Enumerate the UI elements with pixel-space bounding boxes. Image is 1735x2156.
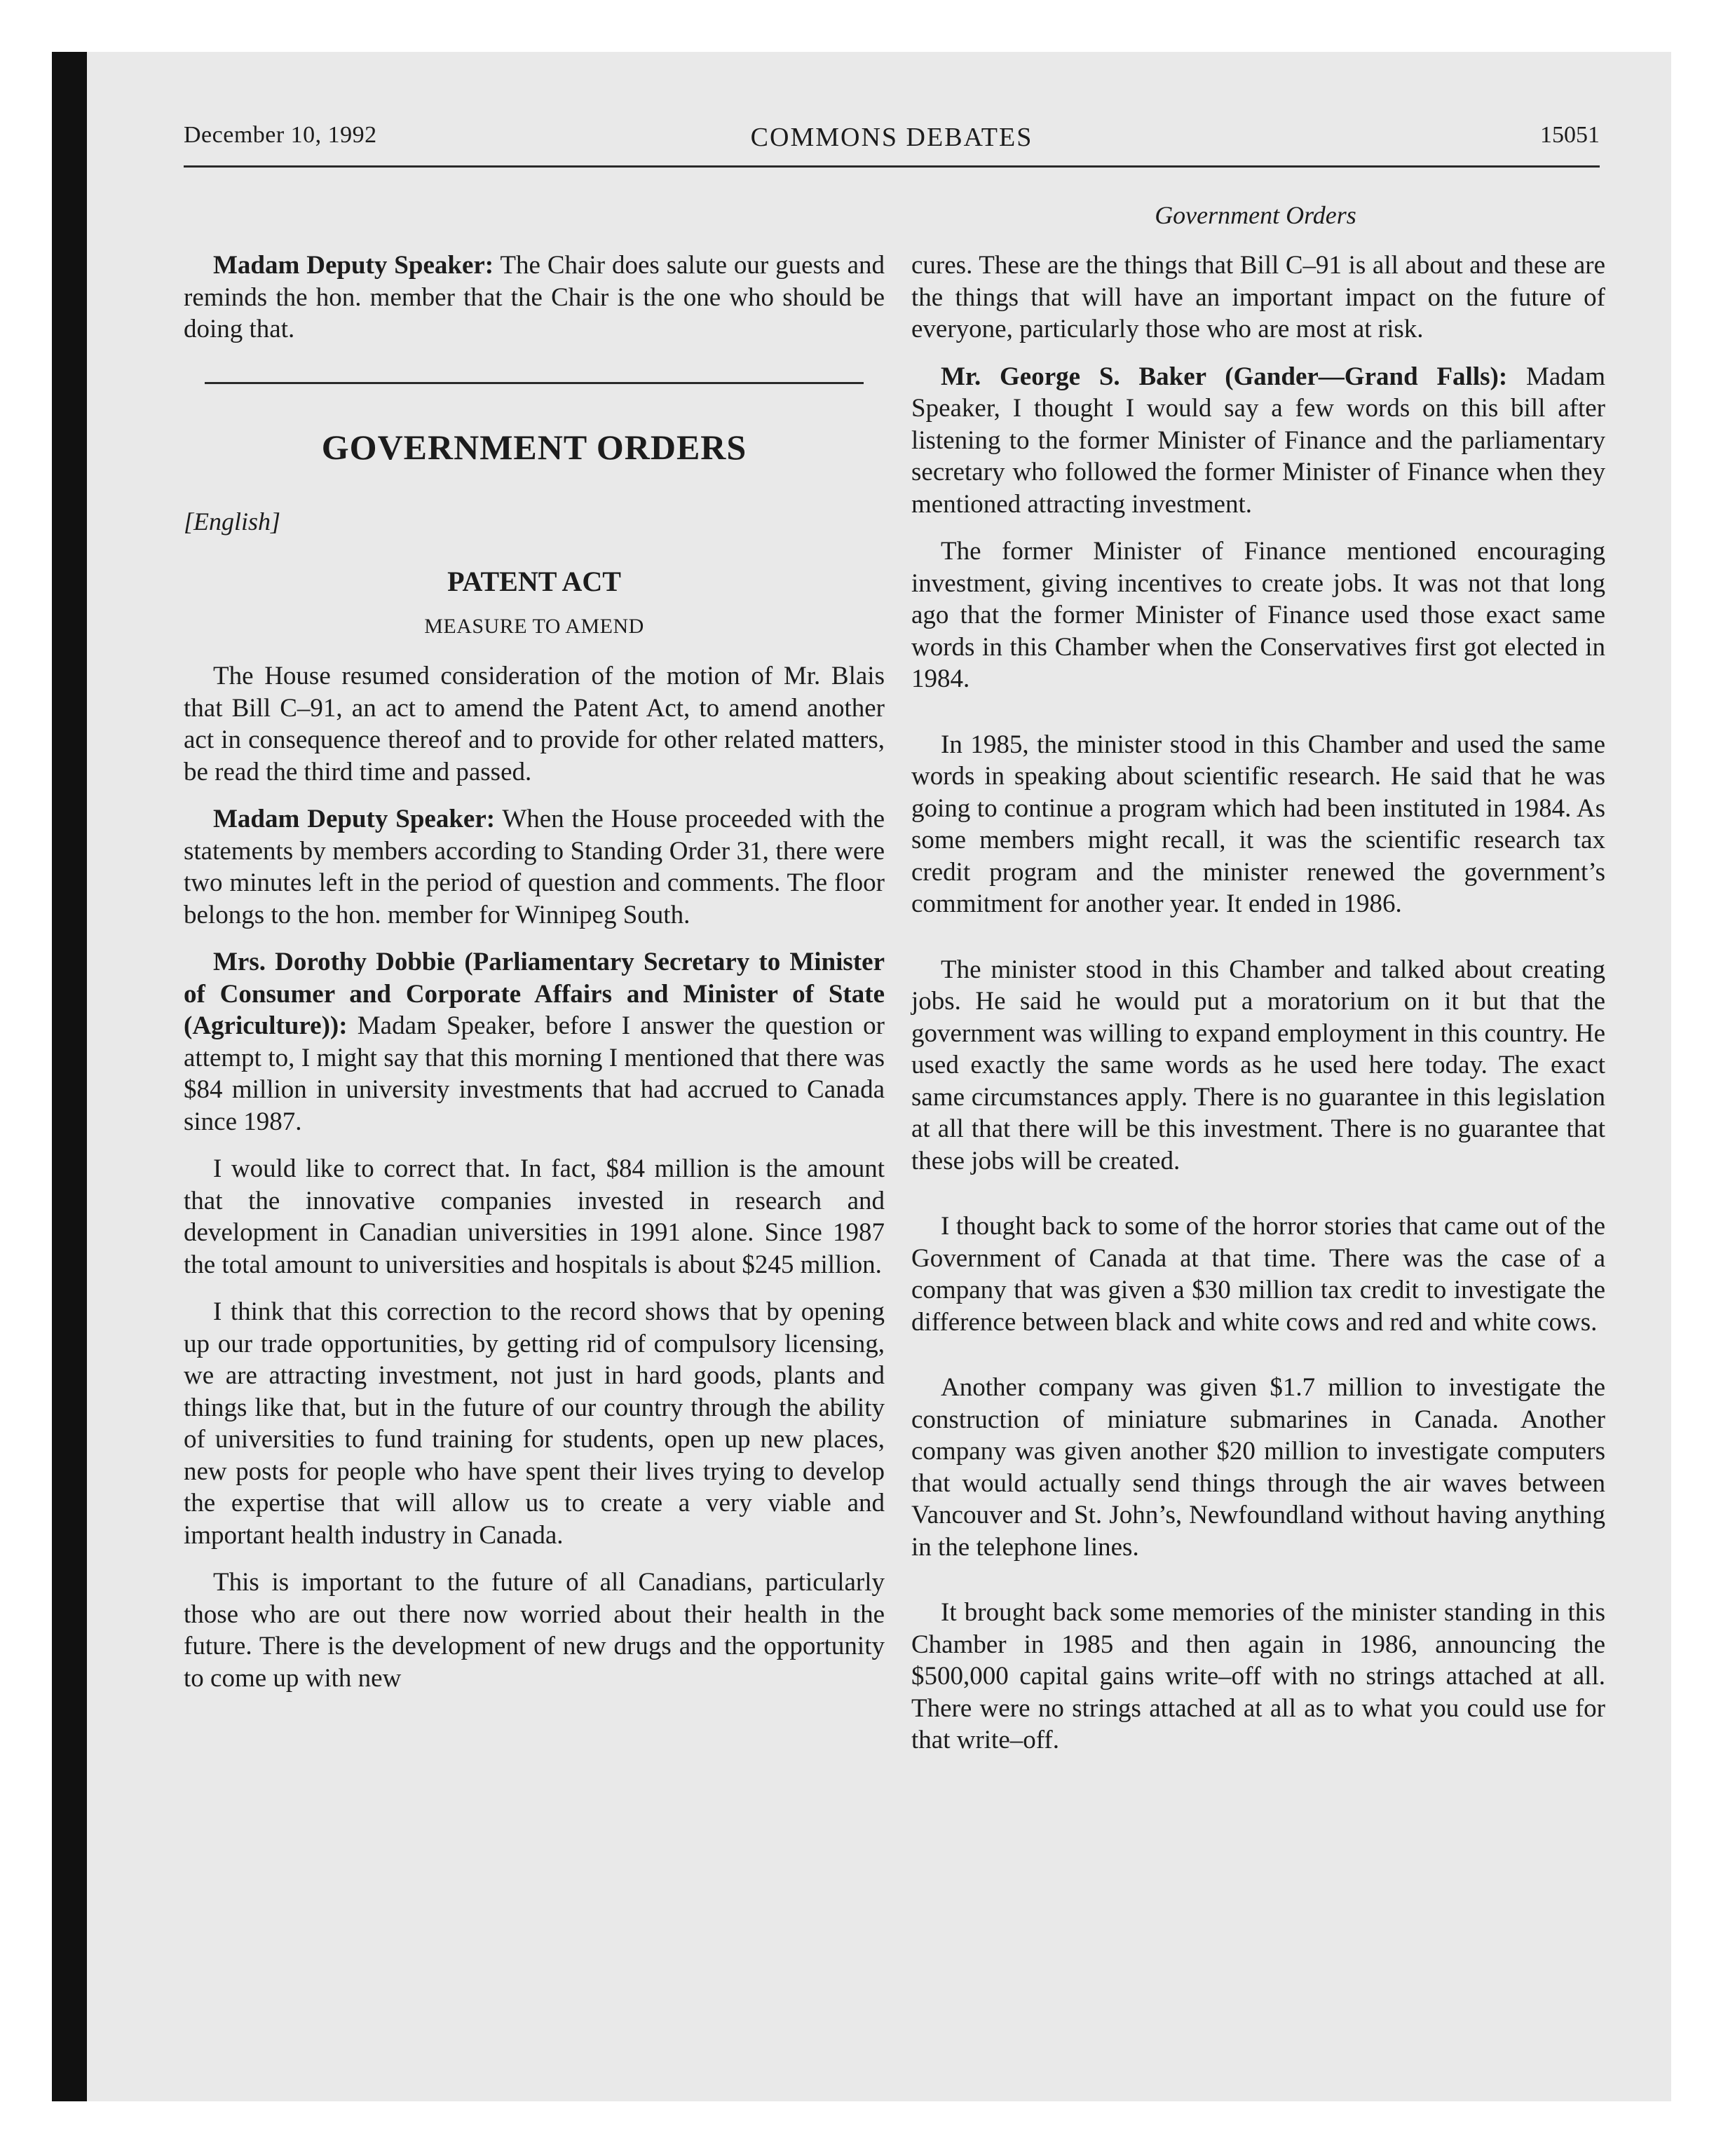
speaker-name: Madam Deputy Speaker: xyxy=(213,251,494,280)
speaker-name: Madam Deputy Speaker: xyxy=(213,805,496,833)
left-column xyxy=(184,250,885,1710)
section-divider xyxy=(205,382,864,384)
paragraph xyxy=(911,1372,1605,1563)
header-journal-title: COMMONS DEBATES xyxy=(750,123,1033,152)
paragraph xyxy=(911,954,1605,1178)
paragraph-text: The Chair does salute our guests and reminds the hon. member that the Chair is the one who should be doing that. xyxy=(184,251,885,343)
bill-subtitle: MEASURE TO AMEND xyxy=(424,614,644,638)
paragraph xyxy=(184,1567,885,1694)
paragraph xyxy=(184,946,885,1138)
bill-title: PATENT ACT xyxy=(447,566,621,597)
speaker-name: Mrs. Dorothy Dobbie (Parliamentary Secretary to Minister of Consumer and Corporate Affairs and Minister of State (Agriculture)): xyxy=(184,948,885,1040)
header-page-number: 15051 xyxy=(1540,122,1600,148)
paragraph xyxy=(911,1597,1605,1756)
paragraph-text: It brought back some memories of the minister standing in this Chamber in 1985 and then again in 1986, announcing the $500,000 capital gains write–off with no strings attached at all. There were no strings attached at all as to what you could use for that write–off. xyxy=(911,1598,1605,1754)
paragraph-text: I think that this correction to the record shows that by opening up our trade opportunities, by getting rid of compulsory licensing, we are attracting investment, not just in hard goods, plants and things like that, but in the future of our country through the ability of universities to fund training for students, open up new places, new posts for people who have spent their lives trying to develop the expertise that will allow us to create a very viable and important health industry in Canada. xyxy=(184,1297,885,1550)
paragraph-text: The House resumed consideration of the motion of Mr. Blais that Bill C–91, an act to amend the Patent Act, to amend another act in consequence thereof and to provide for other related matters, be read the third time and passed. xyxy=(184,662,885,786)
paragraph-text: The minister stood in this Chamber and talked about creating jobs. He said he would put a moratorium on it but that the government was willing to expand employment in this country. He used exactly the same words as he used here today. The exact same circumstances apply. There is no guarantee in this legislation at all that there will be this investment. There is no guarantee that these jobs will be created. xyxy=(911,955,1605,1175)
paragraph xyxy=(184,1153,885,1281)
paragraph xyxy=(911,535,1605,695)
paragraph xyxy=(184,660,885,788)
paragraph-text: I would like to correct that. In fact, $84 million is the amount that the innovative companies invested in research and development in Canadian universities in 1991 alone. Since 1987 the total amount to universities and hospitals is about $245 million. xyxy=(184,1154,885,1279)
page-header xyxy=(184,122,1600,168)
language-tag: [English] xyxy=(184,507,281,535)
right-column xyxy=(911,250,1605,1772)
paragraph xyxy=(911,729,1605,920)
paragraph-text: I thought back to some of the horror stories that came out of the Government of Canada at that time. There was the case of a company that was given a $30 million tax credit to investigate the difference between black and white cows and red and white cows. xyxy=(911,1212,1605,1337)
paragraph xyxy=(911,1210,1605,1338)
paragraph-text: Another company was given $1.7 million to investigate the construction of miniature submarines in Canada. Another company was given another $20 million to investigate computers that would actually send things through the air waves between Vancouver and St. John’s, Newfoundland without having anything in the telephone lines. xyxy=(911,1373,1605,1562)
binding-edge xyxy=(52,52,87,2101)
section-label: Government Orders xyxy=(1155,201,1356,229)
paragraph-text: When the House proceeded with the statements by members according to Standing Order 31, there were two minutes left in the period of question and comments. The floor belongs to the hon. member for Winnipeg South. xyxy=(184,805,885,929)
paragraph-text: Madam Speaker, before I answer the question or attempt to, I might say that this morning I mentioned that there was $84 million in university investments that had accrued to Canada since 1987. xyxy=(184,1011,885,1136)
paragraph xyxy=(911,250,1605,346)
paragraph-text: In 1985, the minister stood in this Chamber and used the same words in speaking about scientific research. He said that he was going to continue a program which had been instituted in 1984. As some members might recall, it was the scientific research tax credit program and the minister renewed the government’s commitment for another year. It ended in 1986. xyxy=(911,730,1605,918)
paragraph xyxy=(184,1296,885,1551)
paragraph-text: The former Minister of Finance mentioned encouraging investment, giving incentives to create jobs. It was not that long ago that the former Minister of Finance used those exact same words in this Chamber when the Conservatives first got elected in 1984. xyxy=(911,537,1605,693)
paragraph-text: cures. These are the things that Bill C–91 is all about and these are the things that will have an important impact on the future of everyone, particularly those who are most at risk. xyxy=(911,251,1605,343)
header-date: December 10, 1992 xyxy=(184,122,377,148)
paragraph-text: This is important to the future of all Canadians, particularly those who are out there now worried about their health in the future. There is the development of new drugs and the opportunity to come up with new xyxy=(184,1568,885,1693)
paragraph xyxy=(184,250,885,346)
paragraph xyxy=(911,361,1605,521)
paragraph-text: Madam Speaker, I thought I would say a few words on this bill after listening to the former Minister of Finance and the parliamentary secretary who followed the former Minister of Finance when they mentioned attracting investment. xyxy=(911,362,1606,519)
section-heading: GOVERNMENT ORDERS xyxy=(321,427,747,467)
paragraph xyxy=(184,803,885,931)
speaker-name: Mr. George S. Baker (Gander—Grand Falls): xyxy=(941,362,1508,391)
